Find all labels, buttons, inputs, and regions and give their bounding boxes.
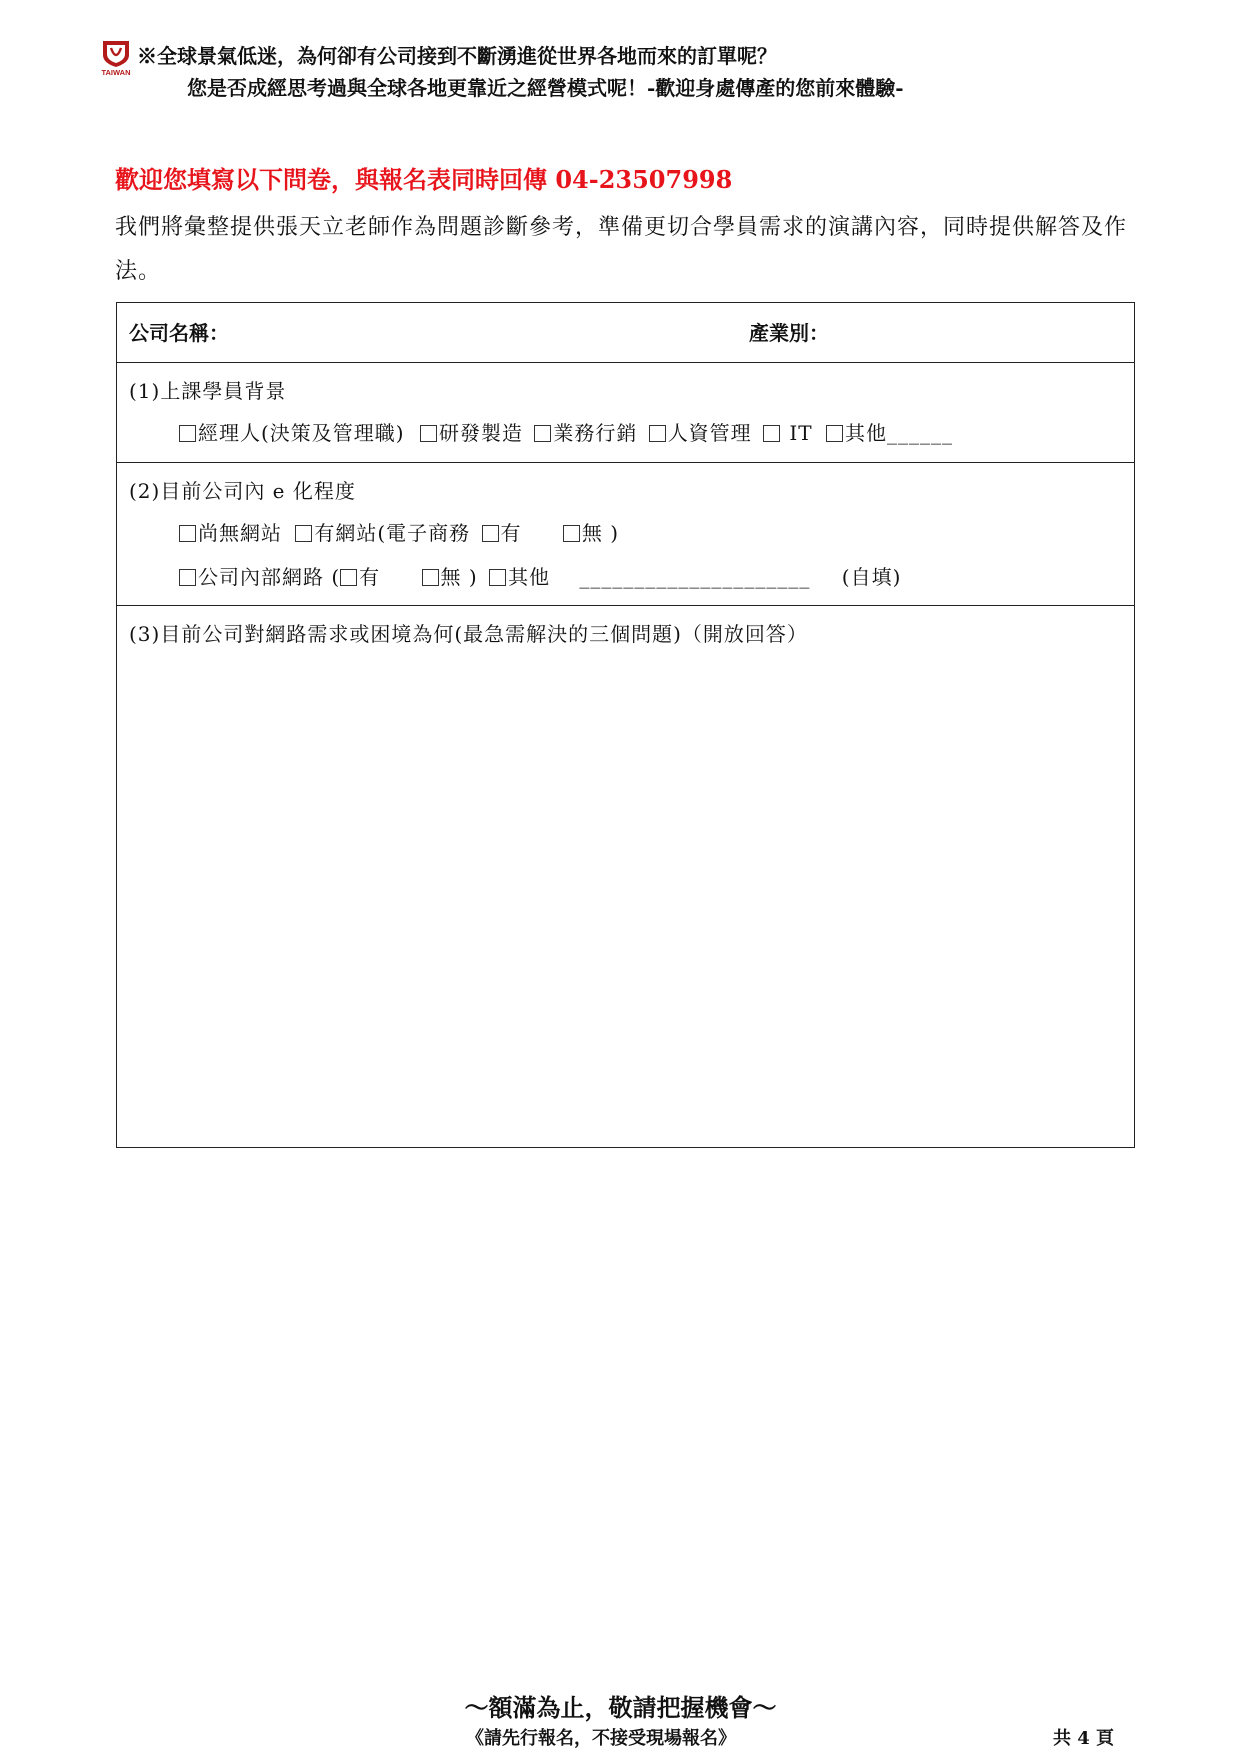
checkbox[interactable] <box>179 425 196 442</box>
checkbox[interactable] <box>179 525 196 542</box>
survey-form <box>116 302 1135 1148</box>
question-1-row <box>117 363 1134 463</box>
company-logo-icon <box>95 38 137 76</box>
option-intranet-no[interactable]: 無 ) <box>422 565 478 589</box>
question-2-title: (2)目前公司內 e 化程度 <box>129 479 356 503</box>
footer-note: 《請先行報名，不接受現場報名》 <box>466 1728 736 1749</box>
option-has-website[interactable]: 有網站(電子商務 <box>295 521 470 545</box>
checkbox[interactable] <box>534 425 551 442</box>
industry-label: 產業別： <box>749 321 829 345</box>
q2-options-line-1 <box>179 517 619 546</box>
checkbox[interactable] <box>826 425 843 442</box>
page-count: 共 4 頁 <box>1053 1728 1115 1749</box>
question-2-row <box>117 463 1134 606</box>
checkbox[interactable] <box>420 425 437 442</box>
logo-text: TAIWAN <box>101 68 131 76</box>
question-3-title: (3)目前公司對網路需求或困境為何(最急需解決的三個問題)（開放回答） <box>129 622 808 646</box>
checkbox[interactable] <box>295 525 312 542</box>
option-intranet-yes: 有 <box>359 565 381 589</box>
option-ecommerce-yes[interactable]: 有 <box>482 521 522 545</box>
question-1-title: (1)上課學員背景 <box>129 379 287 403</box>
q2-options-line-2 <box>179 561 901 590</box>
option-other[interactable]: 其他______ <box>826 421 953 445</box>
option-manager[interactable]: 經理人(決策及管理職) <box>179 421 405 445</box>
checkbox[interactable] <box>340 569 357 586</box>
checkbox[interactable] <box>649 425 666 442</box>
option-ecommerce-no[interactable]: 無 ) <box>563 521 619 545</box>
survey-description: 我們將彙整提供張天立老師作為問題診斷參考，準備更切合學員需求的演講內容，同時提供解答及作法。 <box>115 215 1128 284</box>
checkbox[interactable] <box>763 425 780 442</box>
company-info-row <box>117 303 1134 363</box>
option-intranet-other[interactable]: 其他 <box>489 565 550 589</box>
header-line-2: 您是否成經思考過與全球各地更靠近之經營模式呢！-歡迎身處傳產的您前來體驗- <box>187 76 904 100</box>
footer-slogan: ～額滿為止，敬請把握機會～ <box>464 1693 777 1722</box>
option-intranet: 公司內部網路 ( <box>198 565 341 589</box>
checkbox[interactable] <box>422 569 439 586</box>
checkbox[interactable] <box>489 569 506 586</box>
survey-title: 歡迎您填寫以下問卷，與報名表同時回傳 04-23507998 <box>115 165 733 194</box>
option-sales[interactable]: 業務行銷 <box>534 421 637 445</box>
other-fill-blank[interactable]: _____________________ <box>579 565 811 589</box>
q1-options <box>179 417 953 446</box>
option-rd[interactable]: 研發製造 <box>420 421 523 445</box>
option-hr[interactable]: 人資管理 <box>649 421 752 445</box>
option-no-website[interactable]: 尚無網站 <box>179 521 282 545</box>
header-line-1: ※全球景氣低迷，為何卻有公司接到不斷湧進從世界各地而來的訂單呢？ <box>137 44 777 68</box>
checkbox[interactable] <box>482 525 499 542</box>
option-it[interactable]: IT <box>763 421 813 445</box>
checkbox[interactable] <box>179 569 196 586</box>
self-fill-note: (自填) <box>841 565 902 589</box>
question-3-row[interactable] <box>117 606 1134 1147</box>
company-name-label: 公司名稱： <box>129 321 229 345</box>
checkbox[interactable] <box>563 525 580 542</box>
